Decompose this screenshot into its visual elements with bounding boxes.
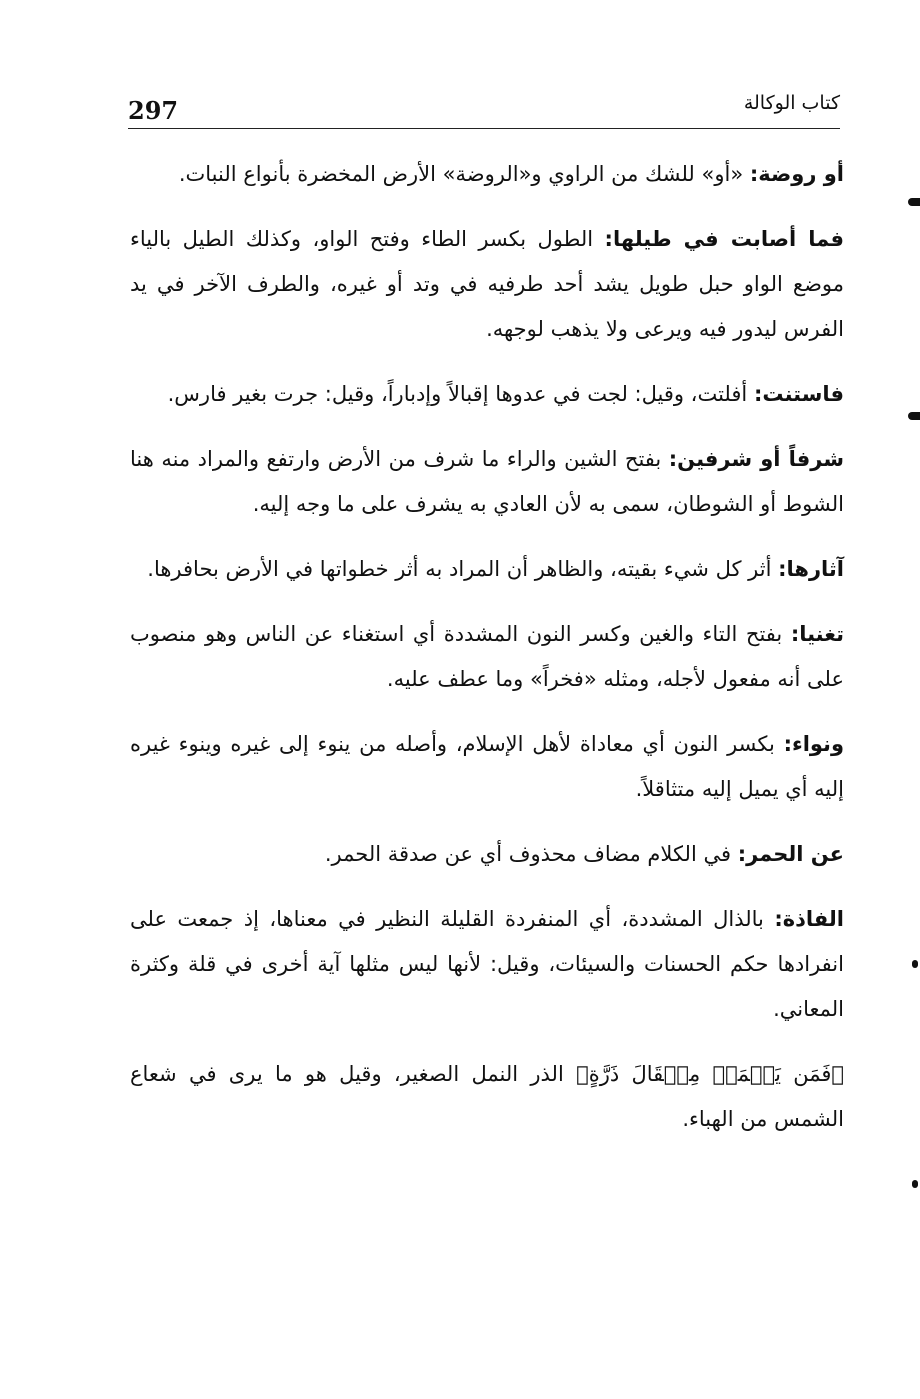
gloss-text: بكسر النون أي معاداة لأهل الإسلام، وأصله من ينوء إلى غيره وينوء غيره إليه أي يميل إليه متثاقلاً. (130, 732, 844, 801)
gloss-entry-quran (130, 1052, 844, 1142)
gloss-term: آثارها: (778, 557, 844, 581)
gloss-entry (130, 372, 844, 417)
gloss-term: شرفاً أو شرفين: (668, 447, 845, 471)
gloss-term: أو روضة: (749, 162, 844, 186)
gloss-term: فاستنت: (753, 382, 844, 406)
gloss-entry (130, 612, 844, 702)
page-number: 297 (128, 96, 179, 125)
gloss-term: الفاذة: (774, 907, 844, 931)
gloss-text: بفتح التاء والغين وكسر النون المشددة أي استغناء عن الناس وهو منصوب على أنه مفعول لأجله، ومثله «فخراً» وما عطف عليه. (130, 622, 844, 691)
margin-mark (908, 412, 920, 420)
page-body (130, 152, 844, 1162)
gloss-entry (130, 152, 844, 197)
gloss-text: الطول بكسر الطاء وفتح الواو، وكذلك الطيل بالياء موضع الواو حبل طويل يشد أحد طرفيه في وتد أو غيره، والطرف الآخر في يد الفرس ليدور فيه ويرعى ولا يذهب لوجهه. (130, 227, 844, 341)
margin-mark (912, 960, 918, 968)
gloss-entry (130, 722, 844, 812)
margin-mark (908, 198, 920, 206)
gloss-entry (130, 832, 844, 877)
running-title: كتاب الوكالة (743, 92, 840, 114)
gloss-entry (130, 437, 844, 527)
gloss-term: عن الحمر: (737, 842, 844, 866)
quran-verse: ﴿فَمَن يَعۡمَلۡ مِثۡقَالَ ذَرَّةٍ﴾ (576, 1062, 844, 1086)
gloss-entry (130, 547, 844, 592)
gloss-term: فما أصابت في طيلها: (604, 227, 844, 251)
page-header (128, 82, 840, 126)
gloss-term: ونواء: (783, 732, 844, 756)
gloss-text: الذر النمل الصغير، وقيل هو ما يرى في شعاع الشمس من الهباء. (130, 1062, 844, 1131)
margin-mark (912, 1180, 918, 1188)
header-rule (128, 128, 840, 129)
gloss-entry (130, 217, 844, 352)
gloss-entry (130, 897, 844, 1032)
gloss-term: تغنيا: (790, 622, 844, 646)
gloss-text: أفلتت، وقيل: لجت في عدوها إقبالاً وإدباراً، وقيل: جرت بغير فارس. (167, 382, 754, 406)
gloss-text: في الكلام مضاف محذوف أي عن صدقة الحمر. (324, 842, 738, 866)
gloss-text: بالذال المشددة، أي المنفردة القليلة النظير في معناها، إذ جمعت على انفرادها حكم الحسنات والسيئات، وقيل: لأنها ليس مثلها آية أخرى في قلة وكثرة المعاني. (130, 907, 844, 1021)
gloss-text: «أو» للشك من الراوي و«الروضة» الأرض المخضرة بأنواع النبات. (178, 162, 750, 186)
gloss-text: أثر كل شيء بقيته، والظاهر أن المراد به أثر خطواتها في الأرض بحافرها. (147, 557, 779, 581)
gloss-text: بفتح الشين والراء ما شرف من الأرض وارتفع والمراد منه هنا الشوط أو الشوطان، سمى به لأن العادي به يشرف على ما وجه إليه. (130, 447, 844, 516)
